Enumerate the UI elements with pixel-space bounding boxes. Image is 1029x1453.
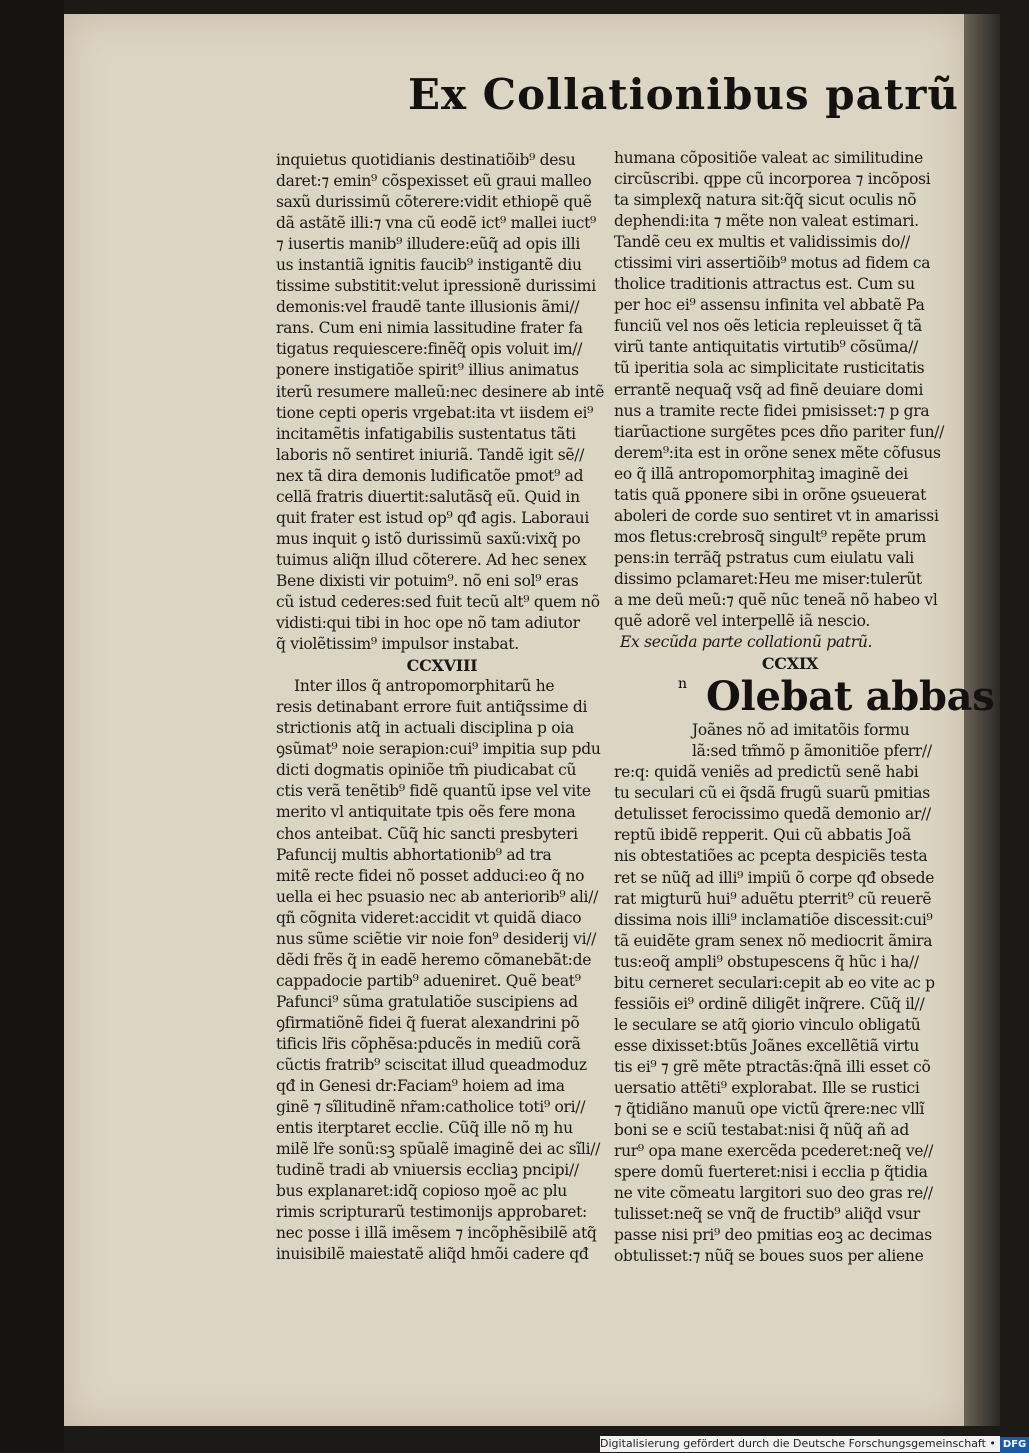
text-line: funciũ vel nos oẽs leticia repleuisset q̃ tã	[614, 317, 922, 336]
text-line: eo q̃ illã antropomorphitaꝫ imaginẽ dei	[614, 464, 908, 483]
text-line: ⁊ iusertis manib⁹ illudere:eũq̃ ad opis illi	[276, 235, 580, 254]
guide-letter: n	[678, 676, 688, 692]
text-line: nis obtestatiões ac pcepta despiciẽs testa	[614, 847, 928, 866]
text-line: passe nisi pri⁹ deo pmitias eoꝫ ac decimas	[614, 1226, 932, 1245]
text-line: rat migturũ hui⁹ aduẽtu pterrit⁹ cũ reuerẽ	[614, 889, 932, 908]
decorated-opening-line: Olebat abbas	[706, 673, 995, 721]
text-line: tu seculari cũ ei q̃sdã frugũ suarũ pmitias	[614, 784, 930, 803]
text-line: chos anteibat. Cũq̃ hic sancti presbyteri	[276, 824, 578, 843]
text-line: tificis lr̃is cõphẽsa:pducẽs in mediũ corã	[276, 1034, 581, 1053]
text-line: ⁊ q̃tidiãno manuũ ope victũ q̃rere:nec vllĩ	[614, 1100, 925, 1119]
text-line: dã astãtẽ illi:⁊ vna cũ eodẽ ict⁹ mallei iuct⁹	[276, 214, 596, 233]
text-line: per hoc ei⁹ assensu infinita vel abbatẽ Pa	[614, 296, 925, 315]
text-line: iterũ resumere malleũ:nec desinere ab intẽ	[276, 382, 605, 401]
text-line: re:q: quidã veniẽs ad predictũ senẽ habi	[614, 763, 919, 782]
chapter-number: CCXVIII	[406, 656, 478, 676]
text-line: uersatio attẽti⁹ explorabat. Ille se rustici	[614, 1078, 920, 1097]
text-line: milẽ lr̃e sonũ:sꝫ spũalẽ imaginẽ dei ac sĩli//	[276, 1140, 601, 1159]
text-line: ponere instigatiõe spirit⁹ illius animatus	[276, 361, 579, 380]
text-line: bitu cerneret seculari:cepit ab eo vite ac p	[614, 973, 935, 992]
text-line: inuisibilẽ maiestatẽ aliq̃d hmõi cadere qđ	[276, 1245, 589, 1264]
text-line: resis detinabant errore fuit antiq̃ssime di	[276, 698, 588, 717]
text-line: le seculare se atq̃ ꝯiorio vinculo obligatũ	[614, 1015, 921, 1034]
text-line: Inter illos q̃ antropomorphitarũ he	[294, 677, 555, 696]
text-line: ginẽ ⁊ sĩlitudinẽ nr̃am:catholice toti⁹ ori//	[276, 1098, 586, 1117]
text-line: tissime substitit:velut ipressionẽ durissimi	[276, 277, 596, 296]
text-line: nex tã dira demonis ludificatõe pmot⁹ ad	[276, 466, 584, 485]
text-line: pens:in terrãq̃ pstratus cum eiulatu vali	[614, 548, 914, 567]
text-line: virũ tante antiquitatis virtutib⁹ cõsũma//	[614, 338, 918, 357]
text-line: circũscribi. qppe cũ incorporea ⁊ incõposi	[614, 170, 931, 189]
text-line: dephendi:ita ⁊ mẽte non valeat estimari.	[614, 212, 919, 231]
text-line: Bene dixisti vir potuim⁹. nõ eni sol⁹ eras	[276, 571, 579, 590]
text-line: esse dixisset:btũs Joãnes excellẽtiã virtu	[614, 1036, 920, 1055]
text-line: q̃ violẽtissim⁹ impulsor instabat.	[276, 635, 519, 654]
text-line: tũ iperitia sola ac simplicitate rusticitatis	[614, 359, 925, 378]
dfg-logo: DFG	[1000, 1437, 1029, 1453]
footer-credit	[600, 1436, 1027, 1452]
section-rubric: Ex secũda parte collationũ patrũ.	[620, 633, 873, 652]
text-line: inquietus quotidianis destinatiõib⁹ desu	[276, 151, 576, 169]
text-line: tatis quã ꝑponere sibi in orõne ꝯsueuerat	[614, 485, 927, 504]
text-line: rimis scripturarũ testimonijs approbaret:	[276, 1203, 587, 1222]
text-line: ꝯfirmatiõnẽ fidei q̃ fuerat alexandrini põ	[276, 1013, 580, 1032]
text-line: cellã fratris diuertit:salutãsq̃ eũ. Quid in	[276, 487, 580, 506]
text-line: dicti dogmatis opiniõe tm̃ piudicabat cũ	[276, 761, 577, 780]
text-line: demonis:vel fraudẽ tante illusionis ãmi//	[276, 298, 580, 317]
text-line: tã euidẽte gram senex nõ mediocrit ãmira	[614, 931, 933, 950]
text-line: cũctis fratrib⁹ sciscitat illud queadmoduz	[276, 1056, 587, 1075]
text-line: ctis verã tenẽtib⁹ fidẽ quantũ ipse vel vite	[276, 782, 591, 801]
text-line: nec posse i illã imẽsem ⁊ incõphẽsibilẽ atq̃	[276, 1224, 597, 1243]
text-line: Tandẽ ceu ex multis et validissimis do//	[614, 233, 910, 252]
text-line: qđ in Genesi dr:Faciam⁹ hoiem ad ima	[276, 1077, 565, 1096]
chapter-number: CCXIX	[761, 654, 819, 674]
text-line: tulisset:neq̃ se vnq̃ de fructib⁹ aliq̃d vsur	[614, 1205, 920, 1224]
text-line: derem⁹:ita est in orõne senex mẽte cõfusus	[614, 443, 941, 462]
text-line: laboris nõ sentiret iniuriã. Tandẽ igit sẽ//	[276, 445, 585, 464]
text-line: tis ei⁹ ⁊ grẽ mẽte ptractãs:q̃nã illi esset cõ	[614, 1057, 931, 1076]
right-text-column	[614, 148, 995, 1267]
text-line: quit frater est istud op⁹ qđ agis. Laboraui	[276, 508, 589, 527]
scan-background-left	[0, 0, 64, 1452]
text-line: tuimus aliq̃n illud cõterere. Ad hec senex	[276, 550, 587, 569]
text-line: incitamẽtis infatigabilis sustentatus tãti	[276, 424, 576, 443]
footer-text: Digitalisierung gefördert durch die Deutsche Forschungsgemeinschaft •	[600, 1437, 996, 1450]
text-line: merito vl antiquitate tpis oẽs fere mona	[276, 803, 576, 822]
text-line: rans. Cum eni nimia lassitudine frater fa	[276, 319, 583, 338]
text-line: tudinẽ tradi ab vniuersis eccliaꝫ pncipi//	[276, 1161, 579, 1180]
text-line: vidisti:qui tibi in hoc ope nõ tam adiutor	[276, 614, 580, 633]
text-line: mos fletus:crebrosq̃ singult⁹ repẽte prum	[614, 527, 927, 546]
text-line: reptũ ibidẽ repperit. Qui cũ abbatis Joã	[614, 826, 911, 845]
text-line: a me deũ meũ:⁊ quẽ nũc teneã nõ habeo vl	[614, 590, 938, 609]
text-line: spere domũ fuerteret:nisi i ecclia p q̃tidia	[614, 1163, 928, 1182]
text-line: bus explanaret:idq̃ copioso ɱoẽ ac plu	[276, 1182, 567, 1201]
text-line: tione cepti operis vrgebat:ita vt iisdem ei⁹	[276, 403, 594, 422]
text-line: nus sũme sciẽtie vir noie fon⁹ desiderij vi//	[276, 929, 597, 948]
text-line: ne vite cõmeatu largitori suo deo gras re//	[614, 1184, 933, 1203]
text-line: detulisset ferocissimo quedã demonio ar//	[614, 805, 931, 824]
text-line: fessiõis ei⁹ ordinẽ diligẽt inq̃rere. Cũq̃ il//	[614, 994, 925, 1013]
text-line: saxũ durissimũ cõterere:vidit ethiopẽ quẽ	[276, 193, 592, 212]
text-line: obtulisset:⁊ nũq̃ se boues suos per aliene	[614, 1247, 924, 1266]
running-head: Ex Collationibus patrũ	[408, 70, 959, 119]
text-line: entis iterptaret ecclie. Cũq̃ ille nõ ɱ hu	[276, 1119, 573, 1138]
text-line: ꝯsũmat⁹ noie serapion:cui⁹ impitia sup pdu	[276, 740, 601, 759]
text-line: Pafunci⁹ sũma gratulatiõe suscipiens ad	[276, 992, 578, 1011]
text-line: mus inquit ꝯ istõ durissimũ saxũ:vixq̃ po	[276, 529, 581, 548]
text-line: mitẽ recte fidei nõ posset adduci:eo q̃ no	[276, 866, 585, 885]
text-line: ta simplexq̃ natura sit:q̃q̃ sicut oculis nõ	[614, 191, 917, 210]
text-line: ctissimi viri assertiõib⁹ motus ad fidem ca	[614, 254, 931, 273]
text-line: errantẽ nequaq̃ vsq̃ ad finẽ deuiare domi	[614, 380, 924, 399]
text-line: rur⁹ opa mane exercẽda pcederet:neq̃ ve//	[614, 1142, 934, 1161]
text-line: tigatus requiescere:finẽq̃ opis voluit im//	[276, 340, 583, 359]
text-line: dissima nois illi⁹ inclamatiõe discessit:cui⁹	[614, 910, 933, 929]
text-line: ret se nũq̃ ad illi⁹ impiũ õ corpe qđ obsede	[614, 868, 935, 887]
text-line: dissimo pclamaret:Heu me miser:tulerũt	[614, 569, 922, 588]
text-line: lã:sed tm̃mõ p ãmonitiõe pferr//	[692, 742, 932, 761]
text-line: cappadocie partib⁹ adueniret. Quẽ beat⁹	[276, 971, 581, 990]
text-line: tholice traditionis attractus est. Cum su	[614, 275, 915, 294]
text-line: tiarũactione surgẽtes pces dño pariter fun//	[614, 422, 945, 441]
left-text-column	[276, 150, 608, 1265]
text-line: humana cõpositiõe valeat ac similitudine	[614, 149, 923, 167]
text-line: quẽ adorẽ vel interpellẽ iã nescio.	[614, 612, 871, 631]
text-line: nus a tramite recte fidei pmisisset:⁊ p gra	[614, 401, 930, 420]
text-line: Joãnes nõ ad imitatõis formu	[692, 721, 910, 740]
text-line: Pafuncij multis abhortationib⁹ ad tra	[276, 845, 552, 864]
text-line: dẽdi frẽs q̃ in eadẽ heremo cõmanebãt:de	[276, 950, 592, 969]
text-line: us instantiã ignitis faucib⁹ instigantẽ diu	[276, 256, 582, 275]
text-line: boni se e sciũ testabat:nisi q̃ nũq̃ añ ad	[614, 1121, 909, 1140]
text-line: daret:⁊ emin⁹ cõspexisset eũ graui malleo	[276, 172, 592, 191]
text-line: cũ istud cederes:sed fuit tecũ alt⁹ quem nõ	[276, 592, 600, 611]
text-line: tus:eoq̃ ampli⁹ obstupescens q̃ hũc i ha//	[614, 952, 919, 971]
text-line: uella ei hec psuasio nec ab anteriorib⁹ ali//	[276, 887, 599, 906]
text-line: aboleri de corde suo sentiret vt in amarissi	[614, 506, 939, 525]
text-line: qñ cõgnita videret:accidit vt quidã diaco	[276, 908, 582, 927]
text-line: strictionis atq̃ in actuali disciplina p oia	[276, 719, 574, 738]
